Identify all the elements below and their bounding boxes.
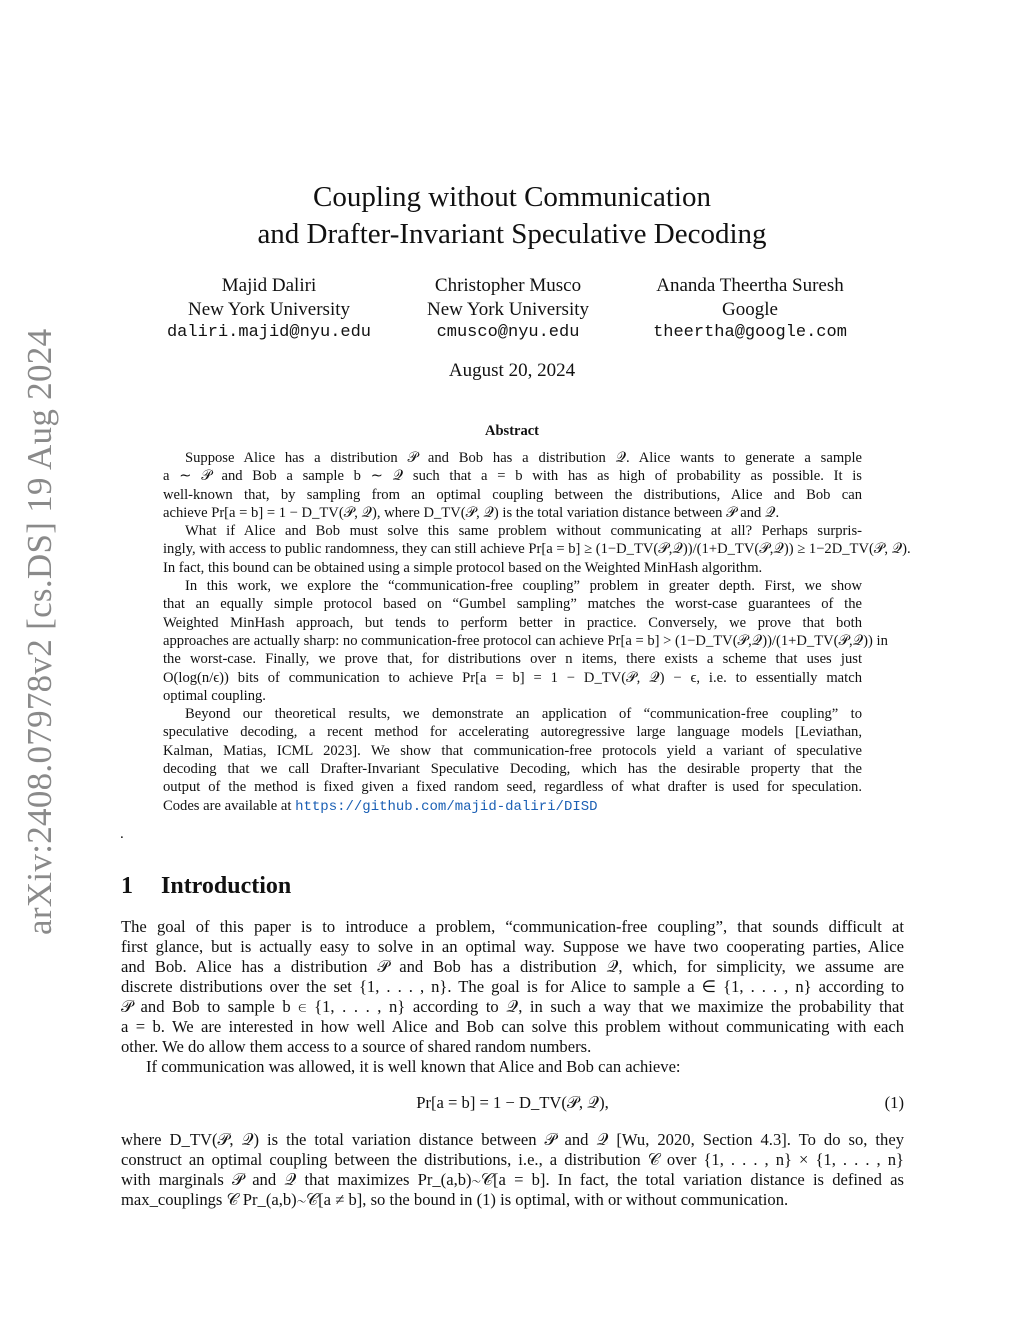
publication-date: August 20, 2024	[448, 360, 576, 381]
text-line: Suppose Alice has a distribution 𝒫 and Bob has a distribution 𝒬. Alice wants to generate a sample	[185, 450, 862, 466]
text-line: well-known that, by sampling from an optimal coupling between the distributions, Alice and Bob can	[163, 486, 862, 503]
section-number: 1	[121, 873, 133, 899]
intro-body-continued	[121, 1130, 904, 1210]
text-line: first glance, but is actually easy to solve in an optimal way. Suppose we have two cooperating parties, Alice	[121, 937, 904, 956]
author-affiliation: Google	[722, 298, 778, 320]
paper-title-line-1: Coupling without Communication	[313, 181, 711, 213]
author-affiliation: New York University	[426, 298, 590, 320]
text-line: with marginals 𝒫 and 𝒬 that maximizes Pr_(a,b)∼𝒞[a = b]. In fact, the total variation distance is defined as	[121, 1170, 904, 1189]
text-line: max_couplings 𝒞 Pr_(a,b)∼𝒞[a ≠ b], so the bound in (1) is optimal, with or without communication.	[121, 1190, 789, 1209]
author-email: cmusco@nyu.edu	[436, 323, 580, 342]
equation-expression: Pr[a = b] = 1 − D_TV(𝒫, 𝒬),	[416, 1093, 609, 1112]
arxiv-identifier: arXiv:2408.07978v2 [cs.DS] 19 Aug 2024	[20, 328, 59, 935]
section-heading	[121, 873, 291, 900]
intro-body	[121, 917, 904, 1077]
text-line: construct an optimal coupling between the distributions, i.e., a distribution 𝒞 over {1, . . . , n} × {1, . . . , n}	[121, 1150, 904, 1169]
author-name: Ananda Theertha Suresh	[656, 275, 844, 296]
author-email: theertha@google.com	[653, 323, 847, 342]
text-line: Beyond our theoretical results, we demonstrate an application of “communication-free coupling” to	[185, 706, 862, 723]
text-line: In fact, this bound can be obtained using a simple protocol based on the Weighted MinHash algorithm.	[163, 559, 763, 576]
text-line: that an equally simple protocol based on “Gumbel sampling” matches the worst-case guarantees of the	[163, 596, 862, 613]
code-link[interactable]: https://github.com/majid-daliri/DISD	[295, 798, 598, 815]
text-line: speculative decoding, a recent method for accelerating autoregressive large language models [Leviathan,	[163, 724, 862, 741]
text-line: ingly, with access to public randomness, they can still achieve Pr[a = b] ≥ (1−D_TV(𝒫,𝒬))/(1+D_TV(𝒫,𝒬)) ≥ 1−2D_TV(𝒫, 𝒬).	[163, 541, 911, 558]
abstract-heading: Abstract	[485, 423, 539, 439]
author-name: Christopher Musco	[434, 275, 582, 296]
text-line: In this work, we explore the “communication-free coupling” problem in greater depth. First, we show	[185, 578, 862, 595]
text-line: O(log(n/ϵ)) bits of communication to achieve Pr[a = b] = 1 − D_TV(𝒫, 𝒬) − ϵ, i.e. to essentially match	[163, 669, 862, 686]
abstract-body	[163, 449, 911, 816]
text-line: discrete distributions over the set {1, . . . , n}. The goal is for Alice to sample a ∈ {1, . . . , n} according to	[121, 977, 904, 996]
stray-mark: .	[120, 826, 124, 842]
text-line: and Bob. Alice has a distribution 𝒫 and Bob has a distribution 𝒬, which, for simplicity, we assume are	[121, 957, 904, 976]
paper-title-line-2: and Drafter-Invariant Speculative Decoding	[257, 218, 767, 250]
text-line: Codes are available at https://github.com/majid-daliri/DISD	[163, 797, 598, 815]
text-line: output of the method is fixed given a fixed random seed, regardless of what drafter is used for speculation.	[163, 779, 862, 796]
author-block	[620, 274, 880, 345]
text-line: What if Alice and Bob must solve this same problem without communicating at all? Perhaps surpris-	[185, 523, 862, 540]
author-email: daliri.majid@nyu.edu	[166, 323, 372, 342]
text-line: 𝒫 and Bob to sample b ∈ {1, . . . , n} according to 𝒬, in such a way that we maximize the probability that	[121, 997, 904, 1016]
text-line: decoding that we call Drafter-Invariant Speculative Decoding, which has the desirable property that the	[163, 761, 862, 778]
text-line: optimal coupling.	[163, 687, 266, 704]
author-name: Majid Daliri	[221, 275, 317, 296]
author-block	[378, 274, 638, 345]
section-title: Introduction	[161, 873, 292, 899]
text-line: Weighted MinHash approach, but tends to perform better in practice. Conversely, we prove that both	[163, 614, 862, 631]
author-affiliation: New York University	[187, 298, 351, 320]
text-line: The goal of this paper is to introduce a problem, “communication-free coupling”, that sounds difficult at	[121, 917, 904, 936]
text-line: a ∼ 𝒫 and Bob a sample b ∼ 𝒬 such that a = b with has as high of probability as possible. It is	[163, 468, 862, 485]
text-line: other. We do allow them access to a source of shared random numbers.	[121, 1037, 592, 1056]
text-line: approaches are actually sharp: no communication-free protocol can achieve Pr[a = b] > (1−D_TV(𝒫,𝒬))/(1+D_TV(𝒫,𝒬)) in	[163, 632, 888, 649]
text-line: the worst-case. Finally, we prove that, for distributions over n items, there exists a scheme that uses just	[163, 651, 862, 668]
text-line: Kalman, Matias, ICML 2023]. We show that communication-free protocols yield a variant of speculative	[163, 742, 862, 759]
author-block	[139, 274, 399, 345]
equation-1	[121, 1093, 904, 1113]
text-line: achieve Pr[a = b] = 1 − D_TV(𝒫, 𝒬), where D_TV(𝒫, 𝒬) is the total variation distance between 𝒫 and 𝒬.	[163, 504, 780, 521]
text-line: If communication was allowed, it is well known that Alice and Bob can achieve:	[146, 1057, 681, 1076]
text-line: a = b. We are interested in how well Alice and Bob can solve this problem without communicating with each	[121, 1017, 904, 1036]
equation-number: (1)	[884, 1093, 904, 1112]
text-line: where D_TV(𝒫, 𝒬) is the total variation distance between 𝒫 and 𝒬 [Wu, 2020, Section 4.3]. To do so, they	[121, 1130, 904, 1149]
